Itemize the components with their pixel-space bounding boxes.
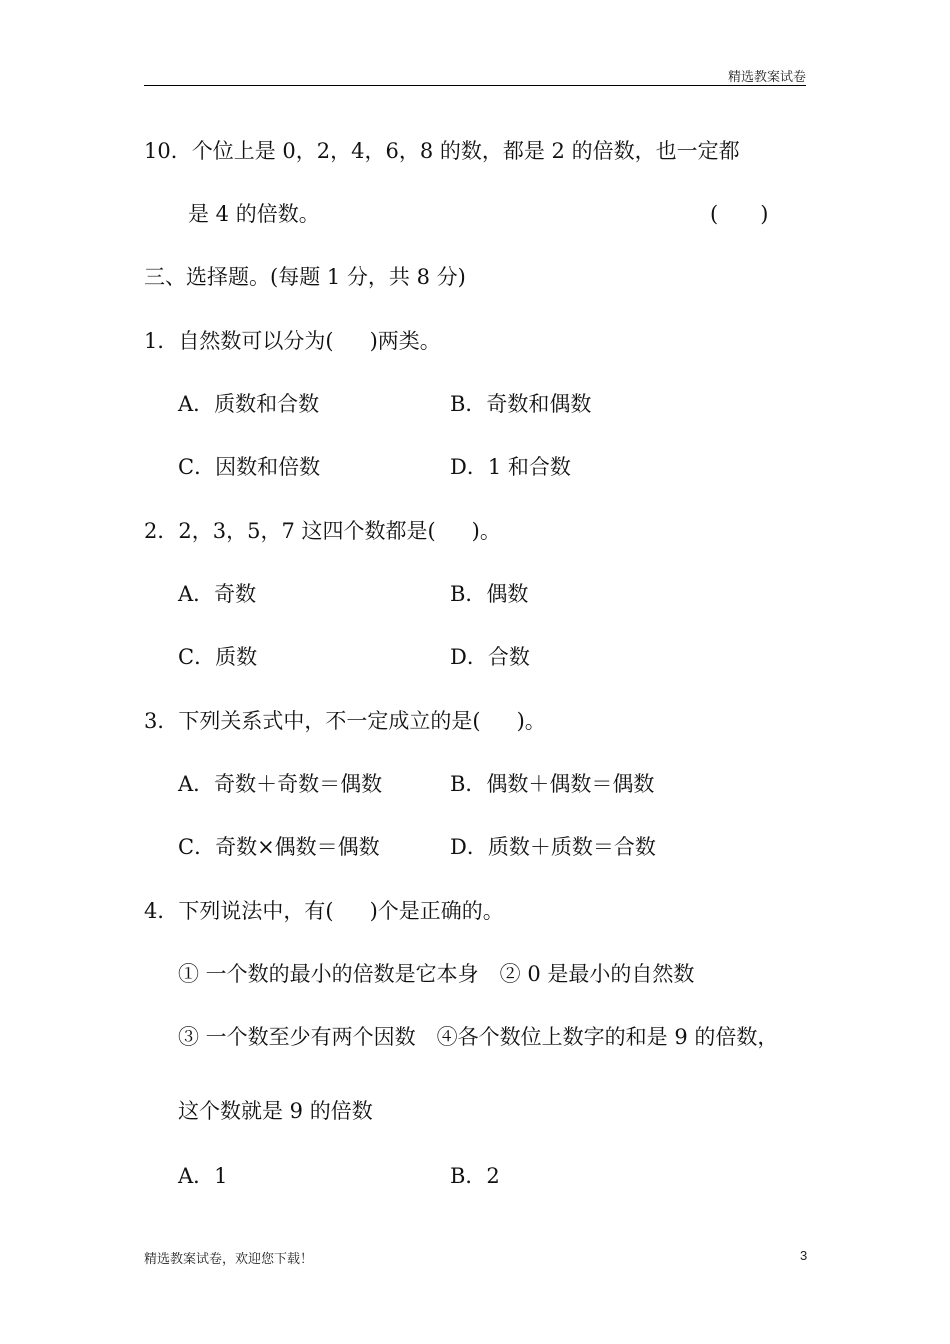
q3-stem-b: )。 [516,709,546,733]
q2-stem [144,517,501,545]
q4-statement-1-2: ① 一个数的最小的倍数是它本身 ② 0 是最小的自然数 [178,962,695,986]
q2-option-d: D．合数 [450,645,530,669]
page-header [144,66,806,86]
q1-option-c: C．因数和倍数 [178,455,321,479]
q2-stem-a: 2．2，3，5，7 这四个数都是( [144,519,436,543]
q3-stem-a: 3．下列关系式中，不一定成立的是( [144,709,481,733]
q4-option-b: B．2 [450,1164,500,1188]
q10-line1: 10．个位上是 0，2，4，6，8 的数，都是 2 的倍数，也一定都 [144,139,740,163]
q2-option-c: C．质数 [178,645,258,669]
q4-option-a: A．1 [178,1164,228,1188]
q1-stem [144,327,441,355]
q2-stem-b: )。 [471,519,501,543]
q1-option-b: B．奇数和偶数 [450,392,592,416]
q1-stem-b: )两类。 [369,329,441,353]
q4-stem [144,897,504,925]
q4-stem-a: 4．下列说法中，有( [144,899,334,923]
q2-option-b: B．偶数 [450,582,529,606]
q2-option-a: A．奇数 [178,582,257,606]
q1-option-d: D．1 和合数 [450,455,571,479]
q3-option-c: C．奇数×偶数＝偶数 [178,835,380,859]
q1-stem-a: 1．自然数可以分为( [144,329,334,353]
q3-option-b: B．偶数＋偶数＝偶数 [450,772,655,796]
q1-option-a: A．质数和合数 [178,392,320,416]
q10-answer-paren: ( ) [710,202,769,226]
q3-stem [144,707,546,735]
q4-statement-3-4: ③ 一个数至少有两个因数 ④各个数位上数字的和是 9 的倍数， [178,1025,779,1049]
q4-stem-b: )个是正确的。 [369,899,504,923]
q10-line2: 是 4 的倍数。 [188,202,320,226]
header-title: 精选教案试卷 [727,70,806,85]
page-number: 3 [800,1248,808,1263]
q4-statement-4-cont: 这个数就是 9 的倍数 [178,1099,373,1123]
header-rule [144,85,806,86]
section3-title: 三、选择题。(每题 1 分，共 8 分) [144,265,466,289]
footer-text: 精选教案试卷，欢迎您下载！ [144,1252,314,1267]
q3-option-d: D．质数＋质数＝合数 [450,835,656,859]
q3-option-a: A．奇数＋奇数＝偶数 [178,772,383,796]
